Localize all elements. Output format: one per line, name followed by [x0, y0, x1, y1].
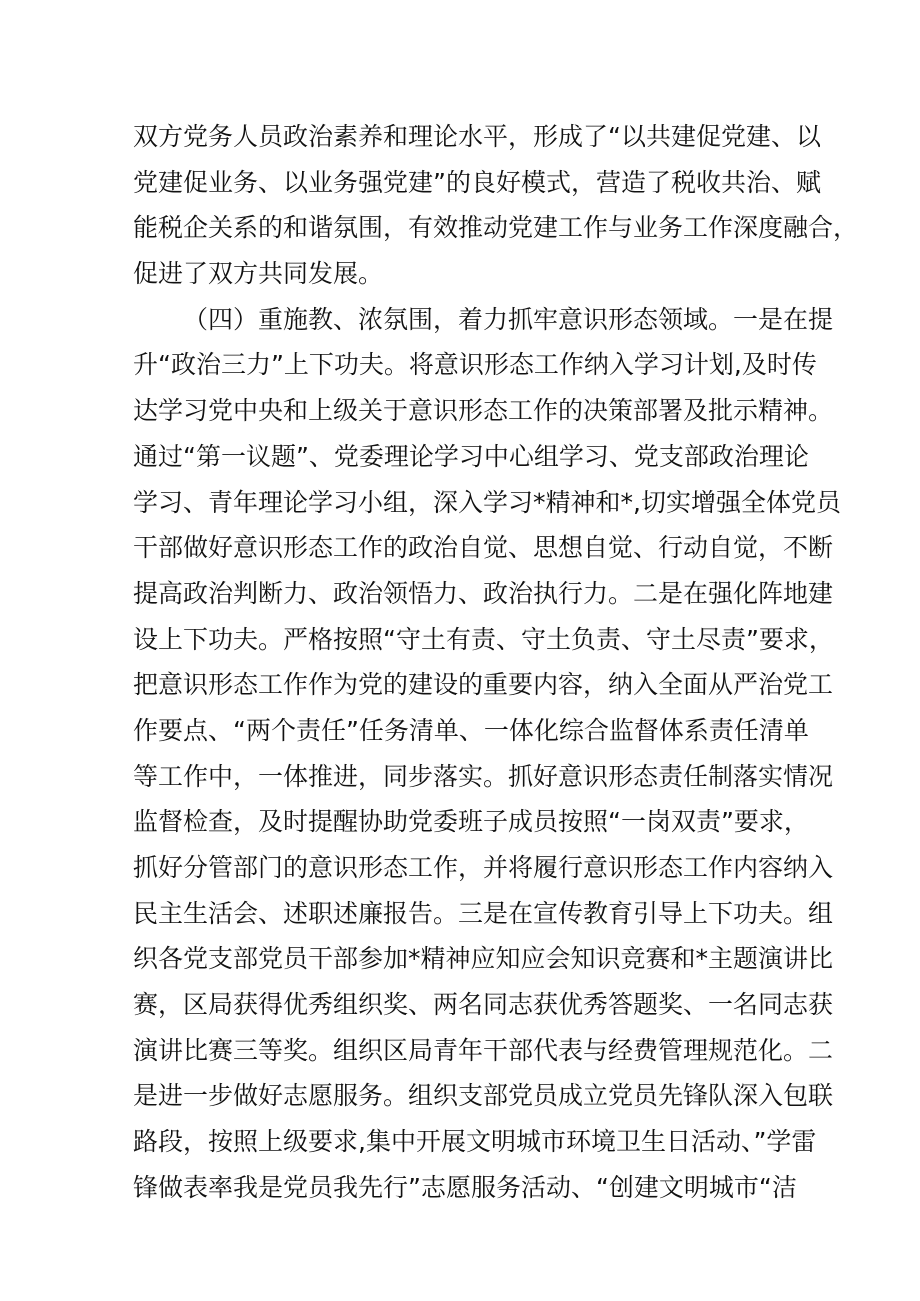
text-line: 学习、青年理论学习小组，深入学习*精神和*,切实增强全体党员 [133, 487, 841, 517]
text-line: 双方党务人员政治素养和理论水平，形成了“以共建促党建、以 [133, 122, 821, 151]
text-line: 监督检查，及时提醒协助党委班子成员按照“一岗双责”要求， [133, 807, 809, 837]
text-line: 赛，区局获得优秀组织奖、两名同志获优秀答题奖、一名同志获 [133, 990, 834, 1020]
text-line: 织各党支部党员干部参加*精神应知应会知识竞赛和*主题演讲比 [133, 944, 834, 974]
text-line: 干部做好意识形态工作的政治自觉、思想自觉、行动自觉，不断 [133, 533, 834, 563]
text-line: 提高政治判断力、政治领悟力、政治执行力。二是在强化阵地建 [133, 578, 834, 608]
body-text [133, 114, 859, 1211]
text-line: 路段，按照上级要求,集中开展文明城市环境卫生日活动、”学雷 [133, 1127, 817, 1157]
text-line: 党建促业务、以业务强党建”的良好模式，营造了税收共治、赋 [133, 167, 821, 197]
text-line: 抓好分管部门的意识形态工作，并将履行意识形态工作内容纳入 [133, 853, 834, 882]
text-line: 演讲比赛三等奖。组织区局青年干部代表与经费管理规范化。二 [133, 1035, 834, 1065]
text-line: 作要点、“两个责任”任务清单、一体化综合监督体系责任清单 [133, 715, 809, 745]
section-heading-line: （四）重施教、浓氛围，着力抓牢意识形态领域。一是在提 [183, 304, 834, 334]
text-line: 等工作中，一体推进，同步落实。抓好意识形态责任制落实情况 [133, 761, 834, 791]
text-line: 通过“第一议题”、党委理论学习中心组学习、党支部政治理论 [133, 441, 809, 471]
text-line: 能税企关系的和谐氛围，有效推动党建工作与业务工作深度融合， [133, 213, 859, 243]
text-line: 达学习党中央和上级关于意识形态工作的决策部署及批示精神。 [133, 396, 834, 426]
text-line: 锋做表率我是党员我先行”志愿服务活动、“创建文明城市“洁 [133, 1172, 797, 1202]
text-line: 是进一步做好志愿服务。组织支部党员成立党员先锋队深入包联 [133, 1081, 834, 1111]
text-line: 把意识形态工作作为党的建设的重要内容，纳入全面从严治党工 [133, 670, 834, 700]
text-line: 升“政治三力”上下功夫。将意识形态工作纳入学习计划,及时传 [133, 350, 817, 380]
text-line: 设上下功夫。严格按照“守土有责、守土负责、守土尽责”要求， [133, 624, 834, 654]
text-line: 促进了双方共同发展。 [133, 259, 384, 289]
text-line: 民主生活会、述职述廉报告。三是在宣传教育引导上下功夫。组 [133, 898, 834, 928]
